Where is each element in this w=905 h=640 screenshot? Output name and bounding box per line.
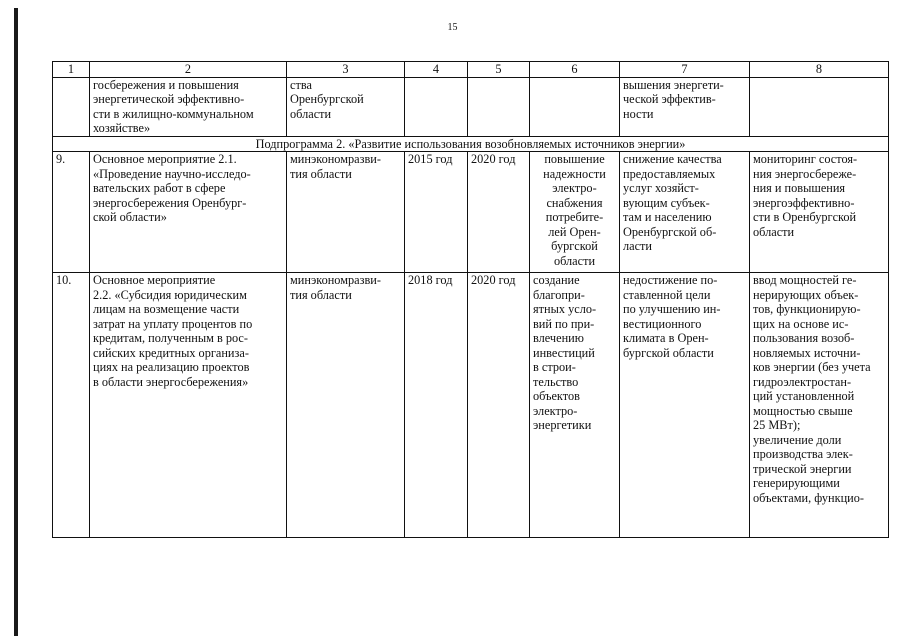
cell-consequence: недостижение по- ставленной цели по улучшению ин- вестиционного климата в Орен- бургской области	[620, 273, 750, 538]
cell-start-year	[405, 77, 468, 136]
program-table	[52, 61, 889, 538]
cell-end-year: 2020 год	[468, 152, 530, 273]
cell-start-year: 2015 год	[405, 152, 468, 273]
cell-executor: минэкономразви- тия области	[287, 152, 405, 273]
continuation-row	[53, 77, 889, 136]
section-row	[53, 136, 889, 152]
cell-consequence: снижение качества предоставляемых услуг хозяйст- вующим субъек- там и населению Оренбургской об- ласти	[620, 152, 750, 273]
page-edge-bar	[14, 8, 18, 636]
cell-expected-result: повышение надежности электро- снабжения потребите- лей Орен- бургской области	[530, 152, 620, 273]
column-number: 7	[620, 62, 750, 78]
table-row	[53, 152, 889, 273]
column-number: 8	[750, 62, 889, 78]
cell-indicators: мониторинг состоя- ния энергосбереже- ния и повышения энергоэффективно- сти в Оренбургской области	[750, 152, 889, 273]
column-number: 6	[530, 62, 620, 78]
cell-activity-name: госбережения и повышения энергетической эффективно- сти в жилищно-коммунальном хозяйстве»	[90, 77, 287, 136]
cell-end-year	[468, 77, 530, 136]
column-number: 5	[468, 62, 530, 78]
cell-indicators	[750, 77, 889, 136]
section-title: Подпрограмма 2. «Развитие использования возобновляемых источников энергии»	[53, 136, 889, 152]
column-number: 2	[90, 62, 287, 78]
cell-number	[53, 77, 90, 136]
cell-indicators: ввод мощностей ге- нерирующих объек- тов, функционирую- щих на основе ис- пользования возоб- новляемых источни- ков энергии (без учета гидроэлектростан- ций установленной мощностью свыше 25 МВт); увеличение доли производства элек- трической энергии генерирующими объектами, функцио-	[750, 273, 889, 538]
cell-executor: ства Оренбургской области	[287, 77, 405, 136]
page-number: 15	[447, 22, 458, 33]
column-number: 4	[405, 62, 468, 78]
cell-expected-result: создание благопри- ятных усло- вий по при- влечению инвестиций в строи- тельство объектов электро- энергетики	[530, 273, 620, 538]
column-number-row	[53, 62, 889, 78]
cell-start-year: 2018 год	[405, 273, 468, 538]
table-row	[53, 273, 889, 538]
cell-activity-name: Основное мероприятие 2.2. «Субсидия юридическим лицам на возмещение части затрат на уплату процентов по кредитам, полученным в рос- сийских кредитных организа- циях на реализацию проектов в области энергосбережения»	[90, 273, 287, 538]
cell-consequence: вышения энергети- ческой эффектив- ности	[620, 77, 750, 136]
cell-end-year: 2020 год	[468, 273, 530, 538]
cell-executor: минэкономразви- тия области	[287, 273, 405, 538]
cell-number: 10.	[53, 273, 90, 538]
column-number: 3	[287, 62, 405, 78]
cell-number: 9.	[53, 152, 90, 273]
column-number: 1	[53, 62, 90, 78]
cell-activity-name: Основное мероприятие 2.1. «Проведение научно-исследо- вательских работ в сфере энергосбережения Оренбург- ской области»	[90, 152, 287, 273]
cell-expected-result	[530, 77, 620, 136]
